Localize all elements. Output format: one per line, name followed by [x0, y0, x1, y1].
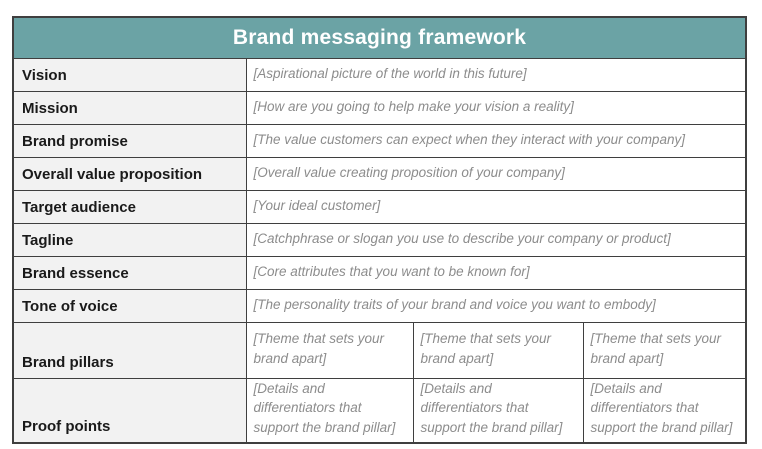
row-label-target-audience: Target audience	[13, 190, 246, 223]
proof-point-cell-3[interactable]: [Details and differentiators that support the brand pillar]	[583, 378, 746, 443]
row-value-overall-value-proposition[interactable]: [Overall value creating proposition of your company]	[246, 157, 746, 190]
row-label-overall-value-proposition: Overall value proposition	[13, 157, 246, 190]
row-label-brand-essence: Brand essence	[13, 256, 246, 289]
row-label-tagline: Tagline	[13, 223, 246, 256]
row-label-proof-points: Proof points	[13, 378, 246, 443]
title-row	[13, 17, 746, 58]
proof-point-cell-1[interactable]: [Details and differentiators that support the brand pillar]	[246, 378, 413, 443]
row-value-mission[interactable]: [How are you going to help make your vision a reality]	[246, 91, 746, 124]
table-row	[13, 157, 746, 190]
table-row	[13, 289, 746, 322]
table-row	[13, 91, 746, 124]
row-label-brand-promise: Brand promise	[13, 124, 246, 157]
row-value-vision[interactable]: [Aspirational picture of the world in this future]	[246, 58, 746, 91]
brand-pillar-cell-3[interactable]: [Theme that sets your brand apart]	[583, 322, 746, 378]
proof-point-cell-2[interactable]: [Details and differentiators that support the brand pillar]	[413, 378, 583, 443]
row-value-brand-promise[interactable]: [The value customers can expect when they interact with your company]	[246, 124, 746, 157]
table-row	[13, 256, 746, 289]
row-label-mission: Mission	[13, 91, 246, 124]
brand-messaging-framework-table	[12, 16, 747, 444]
brand-pillars-row	[13, 322, 746, 378]
row-label-vision: Vision	[13, 58, 246, 91]
table-row	[13, 124, 746, 157]
table-row	[13, 190, 746, 223]
row-value-tagline[interactable]: [Catchphrase or slogan you use to describe your company or product]	[246, 223, 746, 256]
row-value-brand-essence[interactable]: [Core attributes that you want to be known for]	[246, 256, 746, 289]
brand-pillar-cell-2[interactable]: [Theme that sets your brand apart]	[413, 322, 583, 378]
brand-pillar-cell-1[interactable]: [Theme that sets your brand apart]	[246, 322, 413, 378]
row-label-brand-pillars: Brand pillars	[13, 322, 246, 378]
table-row	[13, 223, 746, 256]
table-row	[13, 58, 746, 91]
table-title: Brand messaging framework	[13, 17, 746, 58]
row-label-tone-of-voice: Tone of voice	[13, 289, 246, 322]
proof-points-row	[13, 378, 746, 443]
row-value-tone-of-voice[interactable]: [The personality traits of your brand and voice you want to embody]	[246, 289, 746, 322]
row-value-target-audience[interactable]: [Your ideal customer]	[246, 190, 746, 223]
